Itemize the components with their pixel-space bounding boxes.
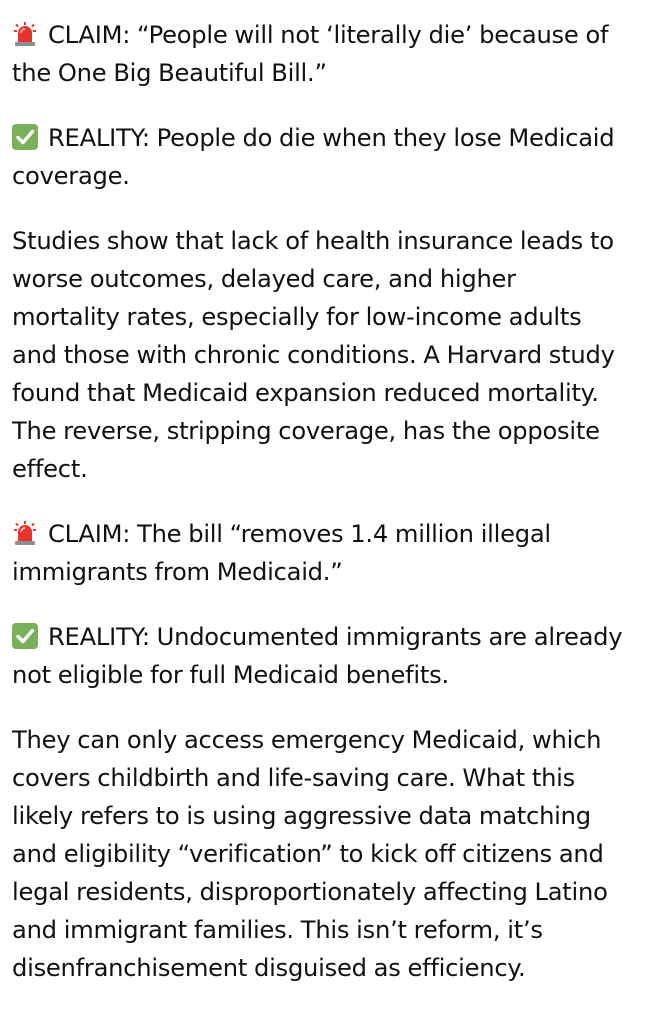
claim-paragraph-2	[12, 515, 652, 591]
claim-line: CLAIM: The bill “removes 1.4 million illegal	[12, 515, 652, 553]
check-mark-button-icon	[12, 124, 38, 150]
check-mark-button-icon	[12, 623, 38, 649]
reality-line: not eligible for full Medicaid benefits.	[12, 661, 449, 689]
body-line: The reverse, stripping coverage, has the opposite	[12, 417, 600, 445]
body-line: covers childbirth and life-saving care. What this	[12, 764, 575, 792]
body-line: disenfranchisement disguised as efficiency.	[12, 954, 526, 982]
police-car-light-icon	[12, 21, 38, 47]
reality-paragraph-1	[12, 119, 652, 195]
body-line: Studies show that lack of health insurance leads to	[12, 227, 614, 255]
body-line: found that Medicaid expansion reduced mortality.	[12, 379, 599, 407]
claim-line: CLAIM: “People will not ‘literally die’ because of	[12, 16, 652, 54]
body-line: They can only access emergency Medicaid, which	[12, 726, 602, 754]
body-line: and those with chronic conditions. A Harvard study	[12, 341, 615, 369]
body-line: effect.	[12, 455, 88, 483]
claim-line: the One Big Beautiful Bill.”	[12, 59, 327, 87]
reality-line: coverage.	[12, 162, 130, 190]
body-line: legal residents, disproportionately affecting Latino	[12, 878, 608, 906]
police-car-light-icon	[12, 520, 38, 546]
body-line: mortality rates, especially for low-income adults	[12, 303, 582, 331]
post-body	[12, 16, 652, 1014]
body-paragraph-2	[12, 721, 652, 987]
claim-line: immigrants from Medicaid.”	[12, 558, 343, 586]
claim-paragraph-1	[12, 16, 652, 92]
body-line: and immigrant families. This isn’t reform, it’s	[12, 916, 543, 944]
body-line: likely refers to is using aggressive data matching	[12, 802, 591, 830]
reality-line: REALITY: People do die when they lose Medicaid	[12, 119, 652, 157]
body-line: worse outcomes, delayed care, and higher	[12, 265, 516, 293]
reality-line: REALITY: Undocumented immigrants are already	[12, 618, 652, 656]
reality-paragraph-2	[12, 618, 652, 694]
body-paragraph-1	[12, 222, 652, 488]
body-line: and eligibility “verification” to kick off citizens and	[12, 840, 604, 868]
